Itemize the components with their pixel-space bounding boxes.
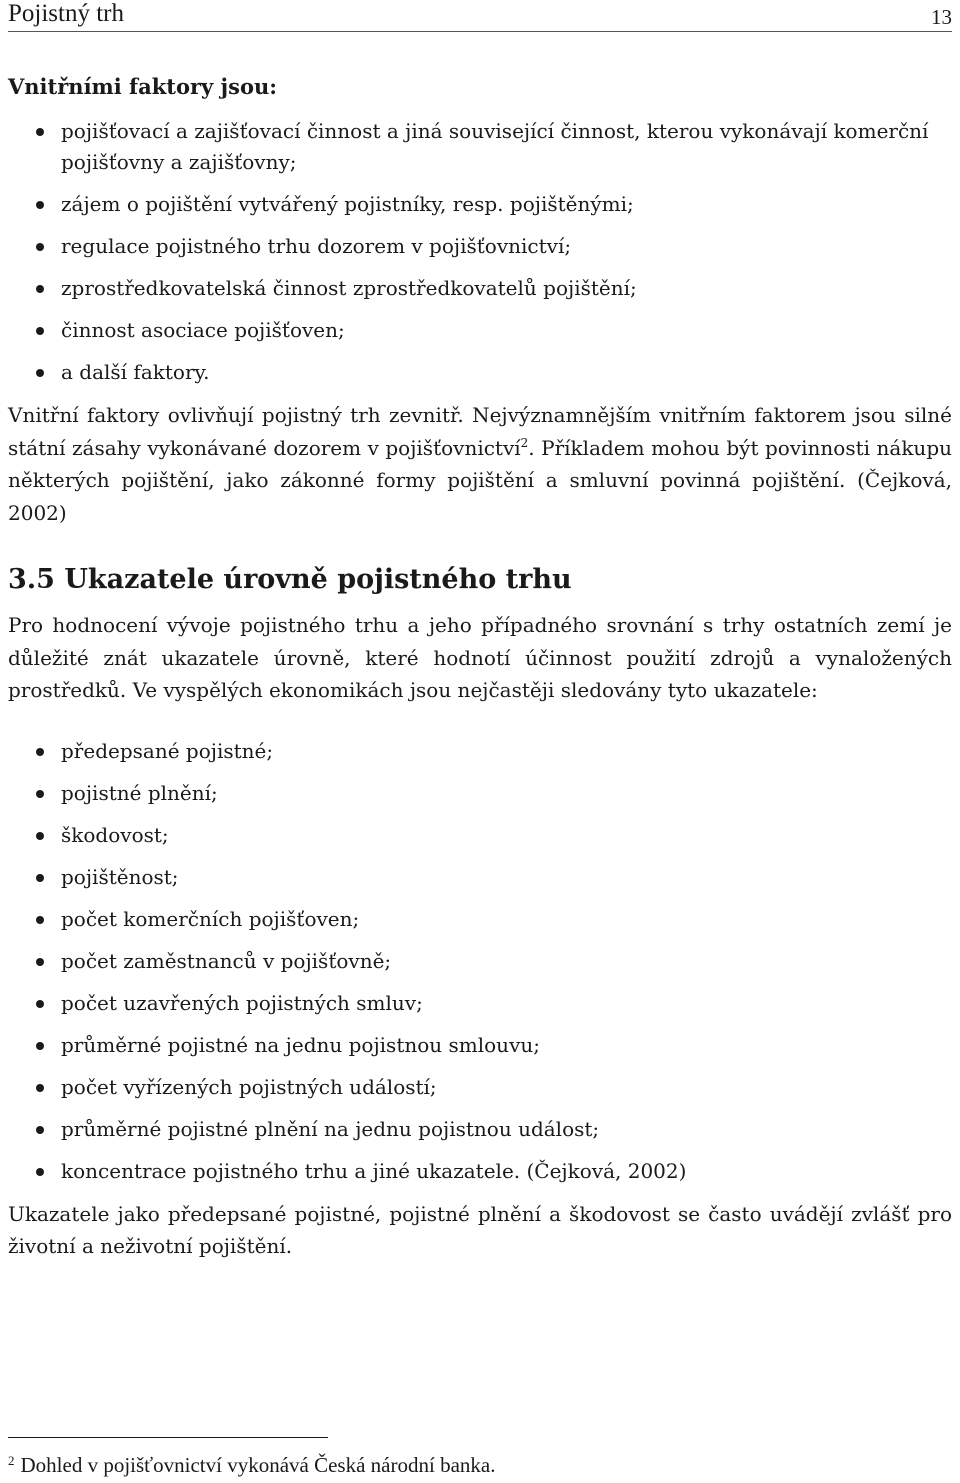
list-item bbox=[8, 357, 952, 388]
list-item bbox=[8, 116, 952, 178]
list-item bbox=[8, 862, 952, 893]
bullet-icon bbox=[36, 1084, 44, 1092]
bullet-icon bbox=[36, 128, 44, 136]
running-title: Pojistný trh bbox=[8, 0, 124, 27]
list-item-text: počet vyřízených pojistných událostí; bbox=[61, 1074, 437, 1099]
list-item bbox=[8, 1072, 952, 1103]
list-item-text: a další faktory. bbox=[61, 360, 210, 384]
list-item-text: pojišťovací a zajišťovací činnost a jiná související činnost, kterou vykonávají komerční pojišťovny a zajišťovny; bbox=[61, 119, 929, 174]
bullet-icon bbox=[36, 201, 44, 209]
list-item bbox=[8, 904, 952, 935]
list-item bbox=[8, 189, 952, 220]
bullet-icon bbox=[36, 1126, 44, 1134]
list-item-text: škodovost; bbox=[61, 822, 169, 847]
list-item-text: zájem o pojištění vytvářený pojistníky, resp. pojištěnými; bbox=[61, 192, 634, 216]
bullet-icon bbox=[36, 1000, 44, 1008]
internal-factors-list bbox=[8, 116, 952, 388]
bullet-icon bbox=[36, 243, 44, 251]
list-item bbox=[8, 1156, 952, 1187]
bullet-icon bbox=[36, 1168, 44, 1176]
paragraph-text-before: Vnitřní faktory ovlivňují pojistný trh zevnitř. Nejvýznamnějším vnitřním faktorem jsou silné státní zásahy vykonávané dozorem v pojišťovnictví bbox=[8, 403, 952, 460]
page-number: 13 bbox=[931, 5, 952, 29]
closing-paragraph: Ukazatele jako předepsané pojistné, pojistné plnění a škodovost se často uvádějí zvlášť pro životní a neživotní pojištění. bbox=[8, 1201, 952, 1258]
internal-factors-heading: Vnitřními faktory jsou: bbox=[8, 74, 277, 99]
footnote-mark: 2 bbox=[8, 1453, 15, 1468]
footnote-reference: 2 bbox=[520, 435, 529, 450]
list-item bbox=[8, 273, 952, 304]
list-item-text: zprostředkovatelská činnost zprostředkovatelů pojištění; bbox=[61, 276, 637, 300]
list-item bbox=[8, 1114, 952, 1145]
section-title: 3.5 Ukazatele úrovně pojistného trhu bbox=[8, 564, 572, 595]
list-item-text: regulace pojistného trhu dozorem v pojišťovnictví; bbox=[61, 234, 572, 258]
list-item bbox=[8, 778, 952, 809]
list-item bbox=[8, 820, 952, 851]
list-item-text: počet zaměstnanců v pojišťovně; bbox=[61, 948, 392, 973]
list-item bbox=[8, 736, 952, 767]
list-item-text: pojištěnost; bbox=[61, 864, 179, 889]
list-item-text: předepsané pojistné; bbox=[61, 738, 274, 763]
bullet-icon bbox=[36, 832, 44, 840]
paragraph-text-after: . Příkladem mohou být povinnosti nákupu některých pojištění, jako zákonné formy pojištění a smluvní povinná pojištění. (Čejková, 2002) bbox=[8, 435, 952, 525]
list-item bbox=[8, 315, 952, 346]
list-item bbox=[8, 1030, 952, 1061]
bullet-icon bbox=[36, 1042, 44, 1050]
bullet-icon bbox=[36, 958, 44, 966]
list-item-text: průměrné pojistné na jednu pojistnou smlouvu; bbox=[61, 1032, 540, 1057]
list-item-text: počet komerčních pojišťoven; bbox=[61, 906, 360, 931]
bullet-icon bbox=[36, 748, 44, 756]
section-intro-paragraph: Pro hodnocení vývoje pojistného trhu a jeho případného srovnání s trhy ostatních zemí je důležité znát ukazatele úrovně, které hodnotí účinnost použití zdrojů a vynaložených prostředků. Ve vyspělých ekonomikách jsou nejčastěji sledovány tyto ukazatele: bbox=[8, 613, 952, 702]
list-item bbox=[8, 946, 952, 977]
bullet-icon bbox=[36, 790, 44, 798]
list-item-text: koncentrace pojistného trhu a jiné ukazatele. (Čejková, 2002) bbox=[61, 1158, 687, 1183]
internal-factors-paragraph bbox=[8, 399, 952, 529]
page-content bbox=[8, 71, 952, 1263]
list-item-text: počet uzavřených pojistných smluv; bbox=[61, 990, 423, 1015]
footnote bbox=[8, 1452, 495, 1478]
bullet-icon bbox=[36, 916, 44, 924]
list-item-text: činnost asociace pojišťoven; bbox=[61, 318, 345, 342]
page-header bbox=[8, 0, 952, 32]
bullet-icon bbox=[36, 369, 44, 377]
bullet-icon bbox=[36, 285, 44, 293]
bullet-icon bbox=[36, 327, 44, 335]
list-item-text: pojistné plnění; bbox=[61, 780, 218, 805]
footnote-divider bbox=[8, 1437, 328, 1438]
bullet-icon bbox=[36, 874, 44, 882]
indicators-list bbox=[8, 736, 952, 1187]
footnote-text: Dohled v pojišťovnictví vykonává Česká národní banka. bbox=[20, 1453, 496, 1477]
list-item bbox=[8, 988, 952, 1019]
list-item-text: průměrné pojistné plnění na jednu pojistnou událost; bbox=[61, 1116, 600, 1141]
list-item bbox=[8, 231, 952, 262]
